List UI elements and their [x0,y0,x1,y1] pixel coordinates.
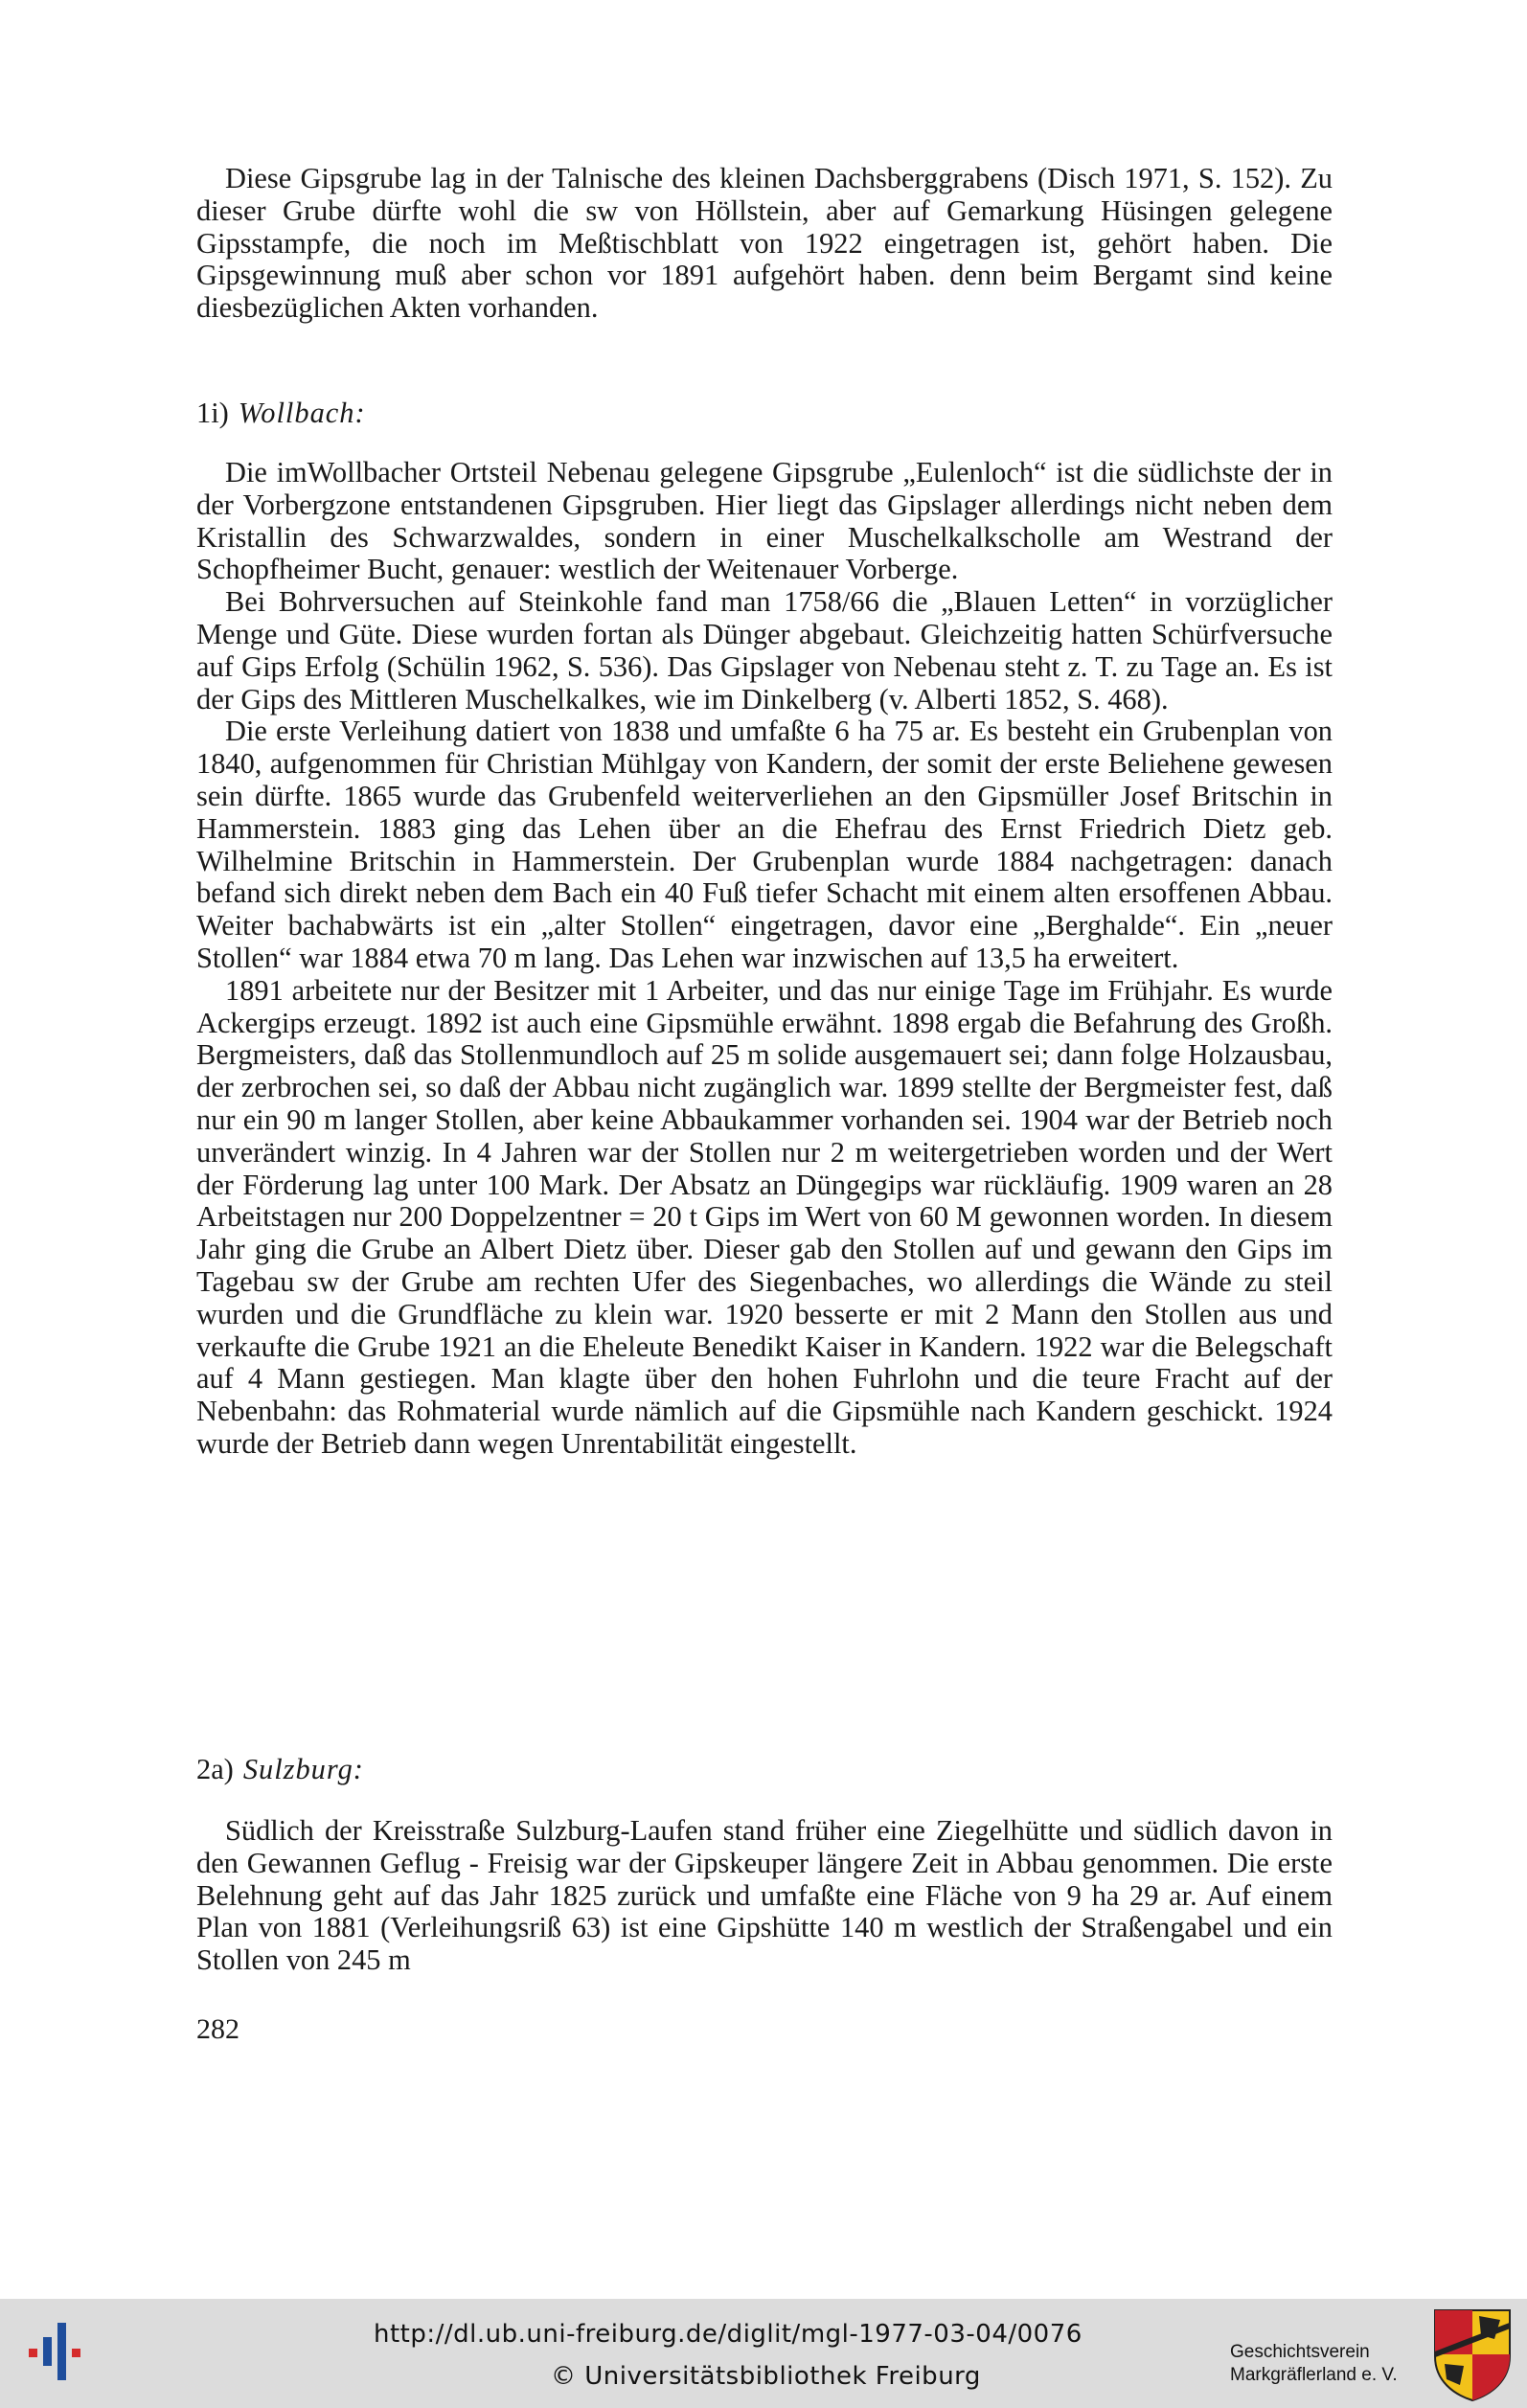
section-body [196,457,1333,1461]
paragraph: Südlich der Kreisstraße Sulzburg-Laufen stand früher eine Ziegelhütte und südlich davon in den Gewannen Geflug - Freisig war der Gipskeuper längere Zeit in Abbau genommen. Die erste Belehnung geht auf das Jahr 1825 zurück und umfaßte eine Fläche von 9 ha 29 ar. Auf einem Plan von 1881 (Verleihungsriß 63) ist eine Gipshütte 140 m westlich der Straßengabel und ein Stollen von 245 m [196,1814,1333,1977]
section-name: Sulzburg: [242,1753,364,1785]
paragraph: Bei Bohrversuchen auf Steinkohle fand man 1758/66 die „Blauen Letten“ in vorzüglicher Menge und Güte. Diese wurden fortan als Dünger abgebaut. Gleichzeitig hatten Schürfversuche auf Gips Erfolg (Schülin 1962, S. 536). Das Gipslager von Nebenau steht z. T. zu Tage an. Es ist der Gips des Mittleren Muschelkalkes, wie im Dinkelberg (v. Alberti 1852, S. 468). [196,585,1333,716]
section-body [196,1815,1333,1977]
society-name [1230,2341,1422,2387]
paragraph: Diese Gipsgrube lag in der Talnische des kleinen Dachsberggrabens (Disch 1971, S. 152). Zu dieser Grube dürfte wohl die sw von Höllstein, aber auf Gemarkung Hüsingen gelegene Gipsstampfe, die noch im Meßtischblatt von 1922 eingetragen ist, gehört haben. Die Gipsgewinnung muß aber schon vor 1891 aufgehört haben. denn beim Bergamt sind keine diesbezüglichen Akten vorhanden. [196,162,1333,325]
paragraph: Die imWollbacher Ortsteil Nebenau gelegene Gipsgrube „Eulenloch“ ist die südlichste der in der Vorbergzone entstandenen Gipsgruben. Hier liegt das Gipslager allerdings nicht neben dem Kristallin des Schwarzwaldes, sondern in einer Muschelkalkscholle am Westrand der Schopfheimer Bucht, genauer: westlich der Weitenauer Vorberge. [196,456,1333,586]
coat-of-arms-icon [1431,2306,1514,2402]
section-name: Wollbach: [238,397,366,429]
page-number: 282 [196,2013,239,2045]
section-heading [196,397,1333,429]
society-line: Markgräflerland e. V. [1230,2365,1398,2385]
section-number: 2a) [196,1753,234,1785]
copyright-text: © Universitätsbibliothek Freiburg [551,2362,981,2391]
section-title [196,1753,1333,1785]
section-title [196,397,1333,429]
intro-block [196,163,1333,325]
footer-bar [0,2299,1527,2408]
paragraph: Die erste Verleihung datiert von 1838 und umfaßte 6 ha 75 ar. Es besteht ein Grubenplan von 1840, aufgenommen für Christian Mühlgay von Kandern, der somit der erste Beliehene gewesen sein dürfte. 1865 wurde das Grubenfeld weiterverliehen an den Gipsmüller Josef Britschin in Hammerstein. 1883 ging das Lehen über an die Ehefrau des Ernst Friedrich Dietz geb. Wilhelmine Britschin in Hammerstein. Der Grubenplan wurde 1884 nachgetragen: danach befand sich direkt neben dem Bach ein 40 Fuß tiefer Schacht mit einem alten ersoffenen Abbau. Weiter bachabwärts ist ein „alter Stollen“ eingetragen, davor eine „Berghalde“. Ein „neuer Stollen“ war 1884 etwa 70 m lang. Das Lehen war inzwischen auf 13,5 ha erweitert. [196,715,1333,974]
paragraph: 1891 arbeitete nur der Besitzer mit 1 Arbeiter, und das nur einige Tage im Frühjahr. Es wurde Ackergips erzeugt. 1892 ist auch eine Gipsmühle erwähnt. 1898 ergab die Befahrung des Großh. Bergmeisters, daß das Stollenmundloch auf 25 m solide ausgemauert sei; dann folge Holzausbau, der zerbrochen sei, so daß der Abbau nicht zugänglich war. 1899 stellte der Bergmeister fest, daß nur ein 90 m langer Stollen, aber keine Abbaukammer vorhanden sei. 1904 war der Betrieb noch unverändert winzig. In 4 Jahren war der Stollen nur 2 m weitergetrieben worden und der Wert der Förderung lag unter 100 Mark. Der Absatz an Düngegips war rückläufig. 1909 waren an 28 Arbeitstagen nur 200 Doppelzentner = 20 t Gips im Wert von 60 M gewonnen worden. In diesem Jahr ging die Grube an Albert Dietz über. Dieser gab den Stollen auf und gewann den Gips im Tagebau sw der Grube am rechten Ufer des Siegenbaches, wo allerdings die Wände zu steil wurden und die Grundfläche zu klein war. 1920 besserte er mit 2 Mann den Stollen aus und verkaufte die Grube 1921 an die Eheleute Benedikt Kaiser in Kandern. 1922 war die Belegschaft auf 4 Mann gestiegen. Man klagte über den hohen Fuhrlohn und die teure Fracht auf der Nebenbahn: das Rohmaterial wurde nämlich auf die Gipsmühle nach Kandern geschickt. 1924 wurde der Betrieb dann wegen Unrentabilität eingestellt. [196,973,1333,1460]
permalink-link[interactable]: http://dl.ub.uni-freiburg.de/diglit/mgl-1977-03-04/0076 [374,2320,1083,2349]
section-heading [196,1753,1333,1785]
society-line: Geschichtsverein [1230,2342,1370,2362]
section-number: 1i) [196,397,229,429]
ub-freiburg-logo-icon [17,2318,94,2385]
